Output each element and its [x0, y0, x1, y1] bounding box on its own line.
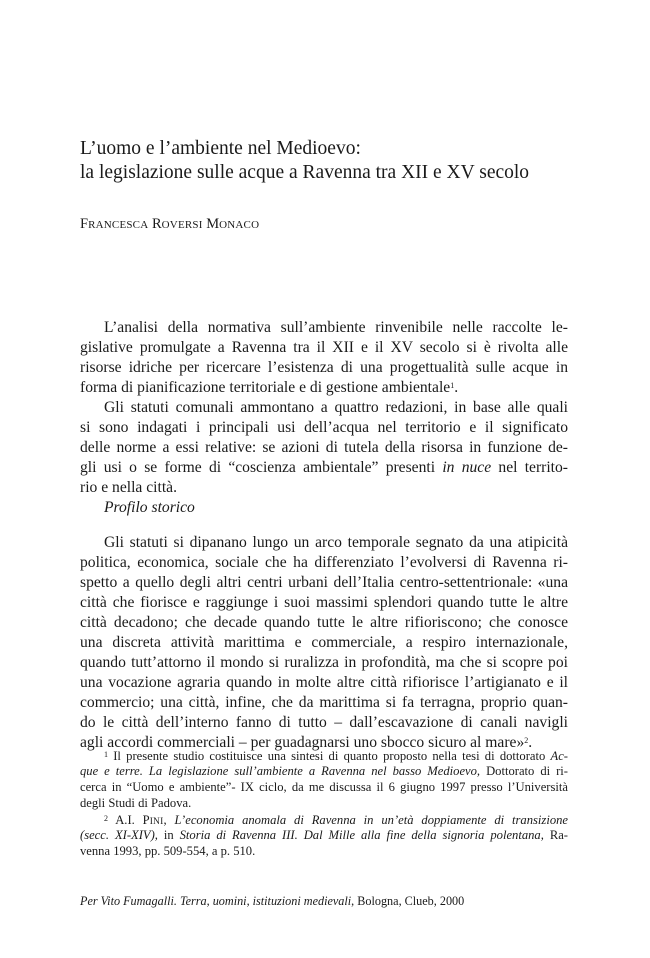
body-line: una discreta attività marittima e commerciale, a respiro internazionale,: [80, 634, 568, 651]
footnote-2: $^2$ A.I. PINI, L’economia anomala di Ravenna in un’età doppiamente di transizione: [104, 813, 568, 827]
footnote-line: venna 1993, pp. 509-554, a p. 510.: [80, 844, 256, 858]
body-line: città decadono; che decade quando tutte le altre rifioriscono; che conosce: [80, 614, 568, 631]
running-footer: Per Vito Fumagalli. Terra, uomini, istituzioni medievali, Bologna, Clueb, 2000: [80, 894, 465, 908]
profilo-paragraph: [80, 533, 568, 753]
footnotes: [80, 747, 568, 859]
body-line: Gli statuti comunali ammontano a quattro redazioni, in base alle quali: [104, 399, 568, 416]
body-line: quando tutt’attorno il mondo si ruralizza in profondità, ma che si scopre poi: [80, 654, 568, 671]
body-line: do le città dell’interno fanno di tutto – dall’escavazione di canali navigli: [80, 714, 568, 731]
article-title: [80, 137, 568, 185]
body-line: delle norme a essi relative: se azioni di tutela della risorsa in funzione de-: [80, 439, 568, 456]
body-line: commercio; una città, infine, che da marittima si fa terragna, proprio quan-: [80, 694, 568, 711]
body-line: politica, economica, sociale che ha differenziato l’evolversi di Ravenna ri-: [80, 554, 568, 571]
body-line: una vocazione agraria quando in molte altre città rifiorisce l’artigianato e il: [80, 674, 568, 691]
body-line: Gli statuti si dipanano lungo un arco temporale segnato da una atipicità: [104, 534, 568, 551]
body-line: forma di pianificazione territoriale e di gestione ambientale$^1$.: [80, 379, 459, 396]
document-page: [80, 0, 568, 958]
footnote-line: (secc. XI-XIV), in Storia di Ravenna III. Dal Mille alla fine della signoria polentana, Ra-: [80, 828, 568, 842]
footnote-line: que e terre. La legislazione sull’ambiente a Ravenna nel basso Medioevo, Dottorato di ri-: [80, 764, 568, 778]
section-heading: Profilo storico: [104, 499, 195, 516]
footnote-ref[interactable]: 2: [524, 736, 529, 745]
footnote-ref[interactable]: 1: [450, 381, 455, 390]
body-line: gislative promulgate a Ravenna tra il XII e il XV secolo si è rivolta alle: [80, 339, 568, 356]
footnote-1: $^1$ Il presente studio costituisce una sintesi di quanto proposto nella tesi di dottorato Ac-: [104, 749, 568, 763]
body-line: agli accordi commerciali – per guadagnarsi uno sbocco sicuro al mare»$^2$.: [80, 734, 533, 751]
body-line: spetto a quello degli altri centri urbani dell’Italia centro-settentrionale: «una: [80, 574, 568, 591]
title-line-1: L’uomo e l’ambiente nel Medioevo:: [80, 138, 361, 159]
author-name: FRANCESCA ROVERSI MONACO: [80, 216, 260, 232]
body-line: L’analisi della normativa sull’ambiente rinvenibile nelle raccolte le-: [104, 319, 568, 336]
body-line: gli usi o se forme di “coscienza ambientale” presenti in nuce nel territo-: [80, 459, 568, 476]
body-line: città che fiorisce e raggiunge i suoi massimi splendori quando tutte le altre: [80, 594, 568, 611]
footnote-line: cerca in “Uomo e ambiente”- IX ciclo, da me discussa il 6 giugno 1997 presso l’Università: [80, 780, 568, 794]
body-line: rio e nella città.: [80, 479, 177, 496]
body-line: risorse idriche per ricercare l’esistenza di una progettualità sulle acque in: [80, 359, 568, 376]
footnote-line: degli Studi di Padova.: [80, 796, 192, 810]
title-line-2: la legislazione sulle acque a Ravenna tra XII e XV secolo: [80, 162, 530, 183]
body-line: si sono indagati i principali usi dell’acqua nel territorio e il significato: [80, 419, 568, 436]
intro-paragraphs: [80, 318, 568, 498]
